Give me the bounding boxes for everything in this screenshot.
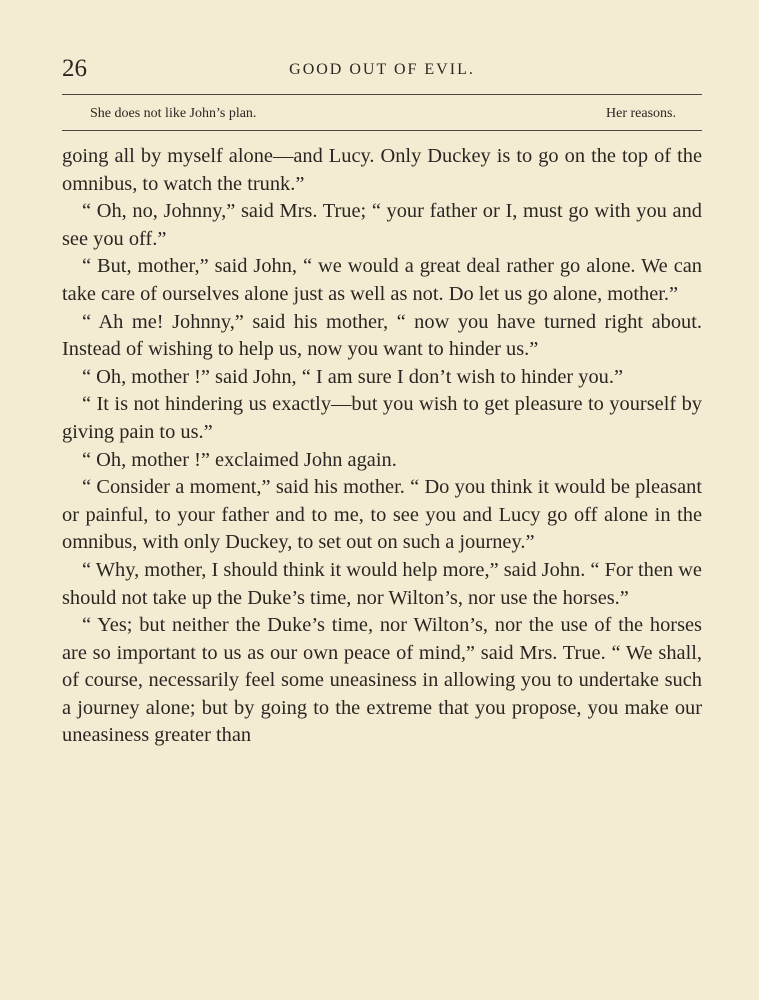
running-title: GOOD OUT OF EVIL. [289,61,475,78]
paragraph: “ It is not hindering us exactly—but you wish to get pleasure to yourself by giving pain to us.” [62,393,702,443]
paragraph: “ Oh, mother !” exclaimed John again. [82,448,397,471]
paragraph: going all by myself alone—and Lucy. Only Duckey is to go on the top of the omnibus, to watch the trunk.” [62,145,702,195]
header-rule-top [62,94,702,95]
paragraph: “ Yes; but neither the Duke’s time, nor Wilton’s, nor the use of the horses are so important to us as our own peace of mind,” said Mrs. True. “ We shall, of course, necessarily feel some uneasiness in allowing you to undertake such a journey alone; but by going to the extreme that you propose, you make our uneasiness greater than [62,614,702,747]
body-text [62,143,702,750]
paragraph: “ Ah me! Johnny,” said his mother, “ now you have turned right about. Instead of wishing to help us, now you want to hinder us.” [62,310,702,361]
paragraph: “ Consider a moment,” said his mother. “ Do you think it would be pleasant or painful, to your father and to me, to see you and Lucy go off alone in the omnibus, with only Duckey, to set out on such a journey.” [62,476,702,554]
page-header [62,54,702,84]
subhead-left: She does not like John’s plan. [90,106,257,121]
marginal-subheads [90,103,676,125]
paragraph: “ Oh, no, Johnny,” said Mrs. True; “ your father or I, must go with you and see you off.” [62,200,702,250]
paragraph: “ Why, mother, I should think it would help more,” said John. “ For then we should not take up the Duke’s time, nor Wilton’s, nor use the horses.” [62,558,702,609]
subhead-right: Her reasons. [606,106,676,121]
page-number: 26 [62,55,87,82]
paragraph: “ Oh, mother !” said John, “ I am sure I don’t wish to hinder you.” [82,365,623,388]
paragraph: “ But, mother,” said John, “ we would a great deal rather go alone. We can take care of ourselves alone just as well as not. Do let us go alone, mother.” [62,255,702,305]
header-rule-bottom [62,130,702,131]
